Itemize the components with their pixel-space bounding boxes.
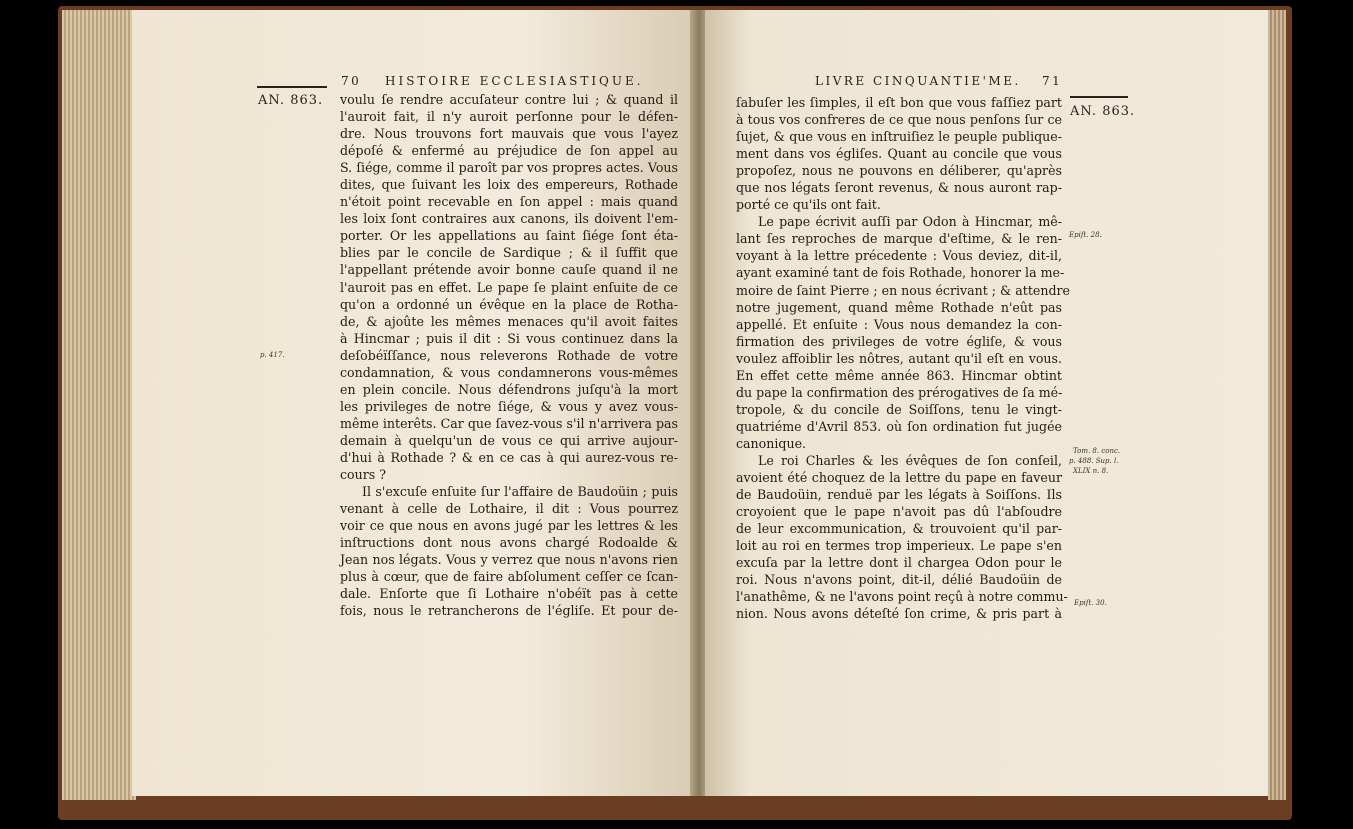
right-year-note: AN. 863. xyxy=(1070,104,1136,119)
text-line: porté ce qu'ils ont fait. xyxy=(736,197,881,213)
text-line: excuſa par la lettre dont il chargea Odon pour le xyxy=(736,555,1062,571)
text-line: cours ? xyxy=(340,467,386,483)
text-line: plus à cœur, que de faire abſolument ceſſer ce ſcan- xyxy=(340,569,678,585)
right-margin-epist-28: Epiſt. 28. xyxy=(1069,231,1102,239)
text-line: Le pape écrivit auſſi par Odon à Hincmar, mê- xyxy=(758,214,1062,230)
text-line: croyoient que le pape n'avoit pas dû l'abſoudre xyxy=(736,504,1062,520)
left-margin-page-ref: p. 417. xyxy=(260,351,285,359)
text-line: les loix ſont contraires aux canons, ils doivent l'em- xyxy=(340,211,678,227)
text-line: dre. Nous trouvons fort mauvais que vous l'ayez xyxy=(340,126,678,142)
page-edges-left xyxy=(62,10,136,800)
right-margin-tom-line2: p. 488. Sup. l. xyxy=(1069,457,1119,465)
text-line: deſobéïſſance, nous releverons Rothade de votre xyxy=(340,347,678,363)
text-line: porter. Or les appellations au ſaint ſiége ſont éta- xyxy=(340,228,678,244)
text-line: blies par le concile de Sardique ; & il ſuffit que xyxy=(340,245,678,261)
right-margin-epist-30: Epiſt. 30. xyxy=(1074,599,1107,607)
left-page-number: 70 xyxy=(341,74,362,88)
text-line: moire de ſaint Pierre ; en nous écrivant ; & attendre xyxy=(736,282,1070,298)
text-line: en plein concile. Nous défendrons juſqu'à la mort xyxy=(340,381,678,397)
text-line: Jean nos légats. Vous y verrez que nous n'avons rien xyxy=(340,552,678,568)
text-line: canonique. xyxy=(736,435,807,451)
text-line: inſtructions dont nous avons chargé Rodoalde & xyxy=(340,535,678,551)
text-line: roi. Nous n'avons point, dit-il, délié Baudoüin de xyxy=(736,572,1062,588)
text-line: ment dans vos égliſes. Quant au concile que vous xyxy=(736,146,1062,162)
right-running-head: LIVRE CINQUANTIE'ME. xyxy=(815,74,1021,88)
text-line: avoient été choquez de la lettre du pape en faveur xyxy=(736,470,1062,486)
text-line: les privileges de notre ſiége, & vous y avez vous- xyxy=(340,398,678,414)
text-line: qu'on a ordonné un évêque en la place de Rotha- xyxy=(340,296,678,312)
text-line: voir ce que nous en avons jugé par les lettres & les xyxy=(340,518,678,534)
text-line: l'auroit fait, il n'y auroit perſonne pour le défen- xyxy=(340,109,678,125)
text-line: En effet cette même année 863. Hincmar obtint xyxy=(736,367,1062,383)
left-running-head: HISTOIRE ECCLESIASTIQUE. xyxy=(385,74,644,88)
left-body-text xyxy=(340,91,678,619)
text-line: à tous vos confreres de ce que nous penſons ſur ce xyxy=(736,112,1062,128)
left-year-note: AN. 863. xyxy=(258,93,324,108)
text-line: S. ſiége, comme il paroît par vos propres actes. Vous xyxy=(340,160,678,176)
right-body-text xyxy=(736,94,1070,622)
right-header-rule xyxy=(1070,96,1128,98)
text-line: l'auroit pas en effet. Le pape ſe plaint enſuite de ce xyxy=(340,279,678,295)
page-edges-right xyxy=(1268,10,1286,800)
text-line: loit au roi en termes trop imperieux. Le pape s'en xyxy=(736,538,1062,554)
text-line: fois, nous le retrancherons de l'égliſe. Et pour de- xyxy=(340,603,678,619)
text-line: ayant examiné tant de fois Rothade, honorer la me- xyxy=(736,265,1065,281)
text-line: voulez affoiblir les nôtres, autant qu'il eſt en vous. xyxy=(736,350,1062,366)
text-line: l'appellant prétende avoir bonne cauſe quand il ne xyxy=(340,262,678,278)
text-line: de leur excommunication, & trouvoient qu'il par- xyxy=(736,521,1062,537)
right-margin-tom-line3: XLIX n. 8. xyxy=(1073,467,1109,475)
text-line: tropole, & du concile de Soiſſons, tenu le vingt- xyxy=(736,401,1062,417)
text-line: que nos légats ſeront revenus, & nous auront rap- xyxy=(736,180,1062,196)
text-line: d'hui à Rothade ? & en ce cas à qui aurez-vous re- xyxy=(340,449,678,465)
text-line: venant à celle de Lothaire, il dit : Vous pourrez xyxy=(340,501,678,517)
text-line: l'anathême, & ne l'avons point reçû à notre commu- xyxy=(736,589,1068,605)
text-line: du pape la confirmation des prérogatives de ſa mé- xyxy=(736,384,1063,400)
text-line: demain à quelqu'un de vous ce qui arrive aujour- xyxy=(340,432,678,448)
text-line: voyant à la lettre précedente : Vous deviez, dit-il, xyxy=(736,248,1062,264)
text-line: lant ſes reproches de marque d'eſtime, & le ren- xyxy=(736,231,1062,247)
text-line: dale. Enſorte que ſi Lothaire n'obéït pas à cette xyxy=(340,586,678,602)
text-line: à Hincmar ; puis il dit : Si vous continuez dans la xyxy=(340,330,678,346)
text-line: Le roi Charles & les évêques de ſon conſeil, xyxy=(758,452,1062,468)
text-line: Il s'excuſe enſuite ſur l'affaire de Baudoüin ; puis xyxy=(362,484,678,500)
text-line: nion. Nous avons déteſté ſon crime, & pris part à xyxy=(736,606,1062,622)
text-line: dites, que ſuivant les loix des empereurs, Rothade xyxy=(340,177,678,193)
text-line: n'étoit point recevable en ſon appel : mais quand xyxy=(340,194,678,210)
text-line: appellé. Et enſuite : Vous nous demandez la con- xyxy=(736,316,1062,332)
text-line: firmation des privileges de votre égliſe, & vous xyxy=(736,333,1062,349)
left-header-rule xyxy=(257,86,327,88)
text-line: ſujet, & que vous en inſtruiſiez le peuple publique- xyxy=(736,129,1062,145)
text-line: condamnation, & vous condamnerons vous-mêmes xyxy=(340,364,678,380)
right-page-number: 71 xyxy=(1042,74,1063,88)
text-line: de Baudoüin, renduë par les légats à Soiſſons. Ils xyxy=(736,487,1062,503)
text-line: voulu ſe rendre accuſateur contre lui ; & quand il xyxy=(340,92,678,107)
text-line: même interêts. Car que ſavez-vous s'il n'arrivera pas xyxy=(340,415,678,431)
text-line: quatriéme d'Avril 853. où ſon ordination fut jugée xyxy=(736,418,1062,434)
right-margin-tom-line1: Tom. 8. conc. xyxy=(1073,447,1121,455)
text-line: ſabuſer les ſimples, il eſt bon que vous faſſiez part xyxy=(736,95,1062,110)
text-line: de, & ajoûte les mêmes menaces qu'il avoit faites xyxy=(340,313,678,329)
text-line: propoſez, nous ne pouvons en déliberer, qu'après xyxy=(736,163,1062,179)
text-line: notre jugement, quand même Rothade n'eût pas xyxy=(736,299,1062,315)
text-line: dépoſé & enfermé au préjudice de ſon appel au xyxy=(340,143,678,159)
